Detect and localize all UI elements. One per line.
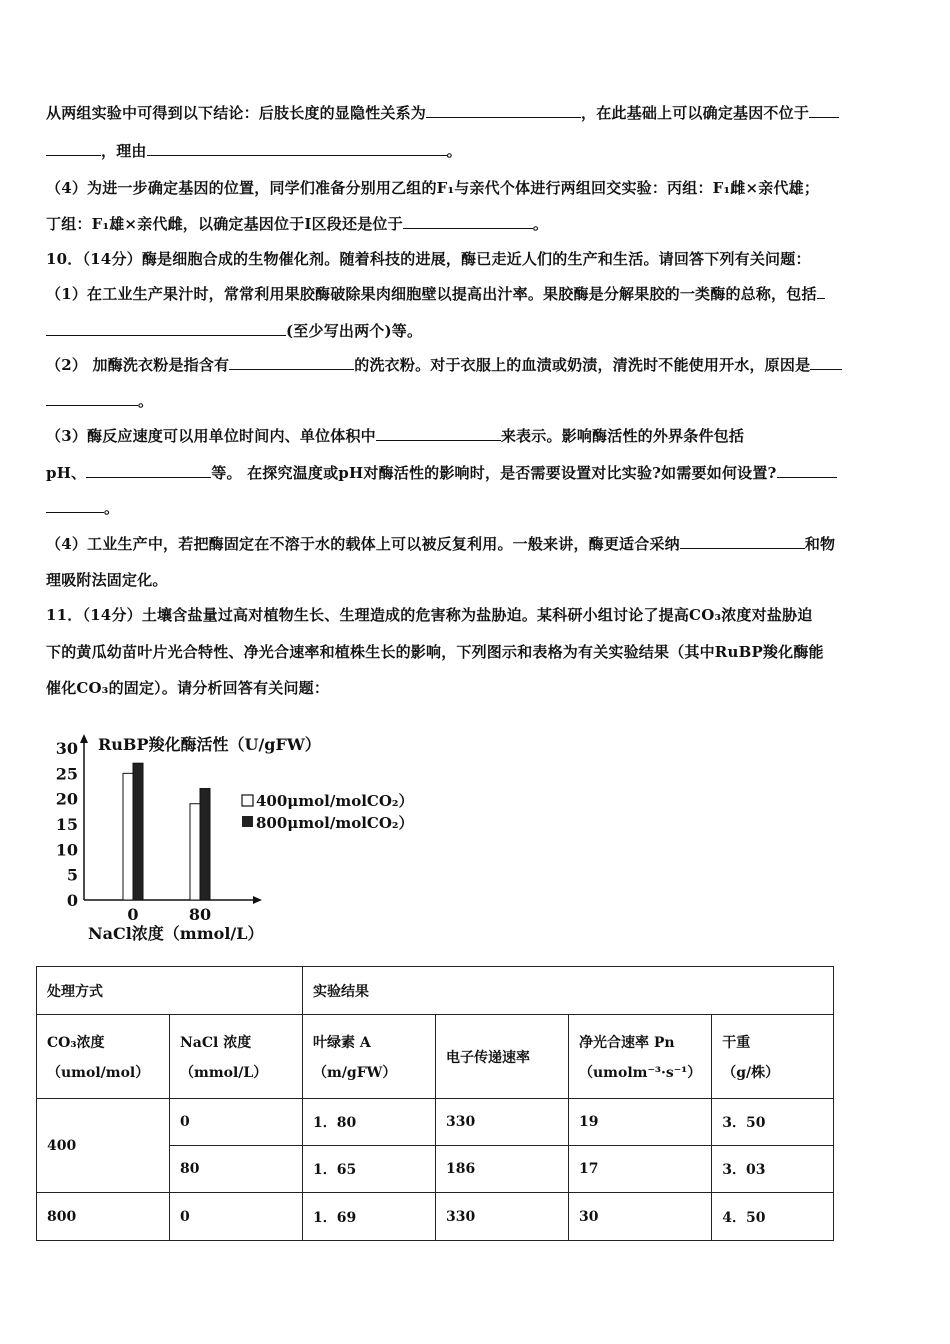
line-text: 等。 在探究温度或pH对酶活性的影响时，是否需要设置对比实验?如需要如何设置? bbox=[211, 464, 777, 482]
answer-blank[interactable] bbox=[777, 462, 837, 478]
legend-label-400: 400μmol/molCO₂） bbox=[256, 792, 414, 810]
line-text: 来表示。影响酶活性的外界条件包括 bbox=[500, 427, 745, 445]
line-text: pH、 bbox=[46, 464, 87, 482]
col-pn-name: 净光合速率 Pn bbox=[579, 1034, 675, 1051]
cell-dryweight: 4．50 bbox=[712, 1193, 834, 1241]
col-chlorophyll-name: 叶绿素 A bbox=[313, 1034, 371, 1051]
col-nacl-unit: （mmol/L） bbox=[180, 1064, 268, 1081]
cell-pn: 19 bbox=[569, 1099, 712, 1146]
y-tick-label: 10 bbox=[55, 840, 78, 860]
bar-0-series-1 bbox=[133, 763, 143, 900]
text-line bbox=[46, 354, 842, 375]
col-chlorophyll-header bbox=[303, 1015, 436, 1099]
y-axis-arrow-icon bbox=[80, 734, 88, 743]
cell-nacl: 0 bbox=[170, 1193, 303, 1241]
table-row bbox=[37, 1099, 834, 1146]
line-text: （2） 加酶洗衣粉是指含有 bbox=[46, 356, 230, 374]
cell-etr: 186 bbox=[436, 1146, 569, 1193]
col-chlorophyll-unit: （m/gFW） bbox=[313, 1064, 397, 1081]
results-table bbox=[36, 966, 834, 1241]
text-line bbox=[46, 140, 462, 161]
chart-title: RuBP羧化酶活性（U/gFW） bbox=[98, 735, 321, 754]
answer-blank[interactable] bbox=[147, 140, 447, 156]
header-results: 实验结果 bbox=[303, 967, 834, 1015]
table-column-header-row bbox=[37, 1015, 834, 1099]
answer-blank[interactable] bbox=[403, 213, 533, 229]
col-dryweight-unit: （g/株） bbox=[722, 1064, 780, 1081]
legend-swatch-400 bbox=[242, 795, 253, 806]
text-line bbox=[46, 283, 825, 304]
line-text: 的洗衣粉。对于衣服上的血渍或奶渍，清洗时不能使用开水，原因是 bbox=[354, 356, 811, 374]
text-line bbox=[46, 102, 839, 123]
cell-pn: 30 bbox=[569, 1193, 712, 1241]
y-tick-label: 15 bbox=[55, 815, 78, 834]
col-nacl-header bbox=[170, 1015, 303, 1099]
table-header-row bbox=[37, 967, 834, 1015]
cell-chlorophyll: 1．69 bbox=[303, 1193, 436, 1241]
legend-label-800: 800μmol/molCO₂） bbox=[256, 814, 414, 832]
col-dryweight-header bbox=[712, 1015, 834, 1099]
text-line bbox=[46, 320, 422, 341]
header-treatment: 处理方式 bbox=[37, 967, 303, 1015]
question-11-heading bbox=[46, 604, 812, 625]
y-tick-label: 20 bbox=[55, 789, 78, 809]
question-10-heading bbox=[46, 248, 811, 269]
col-co2-name: CO₃浓度 bbox=[47, 1034, 105, 1051]
y-tick-label: 0 bbox=[66, 891, 78, 910]
col-co2-header bbox=[37, 1015, 170, 1099]
col-etr-header bbox=[436, 1015, 569, 1099]
answer-blank[interactable] bbox=[46, 140, 101, 156]
answer-blank[interactable] bbox=[680, 533, 805, 549]
line-text: (至少写出两个)等。 bbox=[286, 322, 423, 340]
y-tick-label: 30 bbox=[55, 739, 78, 758]
line-text: （4）为进一步确定基因的位置，同学们准备分别用乙组的F₁与亲代个体进行两组回交实验：丙组：F₁雌×亲代雄； bbox=[46, 179, 820, 197]
cell-chlorophyll: 1．80 bbox=[303, 1099, 436, 1146]
col-etr-name: 电子传递速率 bbox=[446, 1049, 530, 1066]
line-text: 催化CO₃的固定）。请分析回答有关问题： bbox=[46, 679, 330, 697]
line-text: 从两组实验中可得到以下结论：后肢长度的显隐性关系为 bbox=[46, 104, 427, 122]
text-line bbox=[46, 390, 153, 411]
text-line bbox=[46, 569, 168, 590]
text-line bbox=[46, 677, 329, 698]
answer-blank[interactable] bbox=[809, 102, 839, 118]
cell-dryweight: 3．50 bbox=[712, 1099, 834, 1146]
answer-blank[interactable] bbox=[86, 462, 211, 478]
bar-0-series-0 bbox=[123, 773, 133, 900]
answer-blank[interactable] bbox=[810, 354, 842, 370]
x-tick-label: 80 bbox=[188, 905, 212, 924]
text-line bbox=[46, 533, 835, 554]
col-pn-header bbox=[569, 1015, 712, 1099]
line-text: （1）在工业生产果汁时，常常利用果胶酶破除果肉细胞壁以提高出汁率。果胶酶是分解果胶的一类酶的总称，包括 bbox=[46, 285, 817, 303]
y-tick-label: 25 bbox=[55, 764, 78, 784]
answer-blank[interactable] bbox=[426, 102, 581, 118]
answer-blank[interactable] bbox=[46, 390, 138, 406]
cell-etr: 330 bbox=[436, 1099, 569, 1146]
line-text: ，在此基础上可以确定基因不位于 bbox=[581, 104, 810, 122]
rubp-activity-chart bbox=[50, 728, 470, 953]
text-line bbox=[46, 641, 824, 662]
col-nacl-name: NaCl 浓度 bbox=[180, 1034, 252, 1051]
text-line bbox=[46, 177, 819, 198]
cell-nacl: 80 bbox=[170, 1146, 303, 1193]
answer-blank[interactable] bbox=[46, 497, 104, 513]
line-text: （4）工业生产中，若把酶固定在不溶于水的载体上可以被反复利用。一般来讲，酶更适合采纳 bbox=[46, 535, 680, 553]
col-dryweight-name: 干重 bbox=[722, 1034, 751, 1051]
col-pn-unit: （umolm⁻³·s⁻¹） bbox=[579, 1064, 702, 1081]
cell-etr: 330 bbox=[436, 1193, 569, 1241]
line-text: 。 bbox=[532, 215, 549, 233]
cell-nacl: 0 bbox=[170, 1099, 303, 1146]
text-line bbox=[46, 213, 548, 234]
answer-blank[interactable] bbox=[229, 354, 354, 370]
answer-blank[interactable] bbox=[376, 425, 501, 441]
cell-pn: 17 bbox=[569, 1146, 712, 1193]
line-text: 理吸附法固定化。 bbox=[46, 571, 168, 589]
legend-swatch-800 bbox=[242, 816, 253, 827]
line-text: 下的黄瓜幼苗叶片光合特性、净光合速率和植株生长的影响，下列图示和表格为有关实验结果（其中RuBP羧化酶能 bbox=[46, 643, 824, 661]
text-line bbox=[46, 425, 744, 446]
bar-80-series-0 bbox=[190, 804, 200, 900]
cell-chlorophyll: 1．65 bbox=[303, 1146, 436, 1193]
line-text: 和物 bbox=[804, 535, 836, 553]
y-tick-label: 5 bbox=[66, 865, 78, 885]
bar-80-series-1 bbox=[200, 789, 210, 900]
line-text: （3）酶反应速度可以用单位时间内、单位体积中 bbox=[46, 427, 376, 445]
cell-dryweight: 3．03 bbox=[712, 1146, 834, 1193]
x-axis-arrow-icon bbox=[253, 896, 262, 904]
cell-co2: 400 bbox=[37, 1099, 170, 1193]
answer-blank[interactable] bbox=[46, 320, 286, 336]
line-text: ，理由 bbox=[101, 142, 147, 160]
line-text: 11．（14分）土壤含盐量过高对植物生长、生理造成的危害称为盐胁迫。某科研小组讨论了提高CO₃浓度对盐胁迫 bbox=[46, 606, 813, 624]
table-row bbox=[37, 1193, 834, 1241]
cell-co2: 800 bbox=[37, 1193, 170, 1241]
line-text: 。 bbox=[104, 499, 120, 517]
text-line bbox=[46, 462, 837, 483]
line-text: 。 bbox=[446, 142, 462, 160]
line-text: 。 bbox=[138, 392, 154, 410]
col-co2-unit: （umol/mol） bbox=[47, 1064, 150, 1081]
x-tick-label: 0 bbox=[127, 905, 139, 924]
text-line bbox=[46, 497, 119, 518]
line-text: 丁组：F₁雄×亲代雌，以确定基因位于Ⅰ区段还是位于 bbox=[46, 215, 403, 233]
answer-blank[interactable] bbox=[817, 283, 825, 299]
line-text: 10．（14分）酶是细胞合成的生物催化剂。随着科技的进展，酶已走近人们的生产和生活。请回答下列有关问题： bbox=[46, 250, 811, 268]
x-axis-label: NaCl浓度（mmol/L） bbox=[88, 924, 264, 943]
